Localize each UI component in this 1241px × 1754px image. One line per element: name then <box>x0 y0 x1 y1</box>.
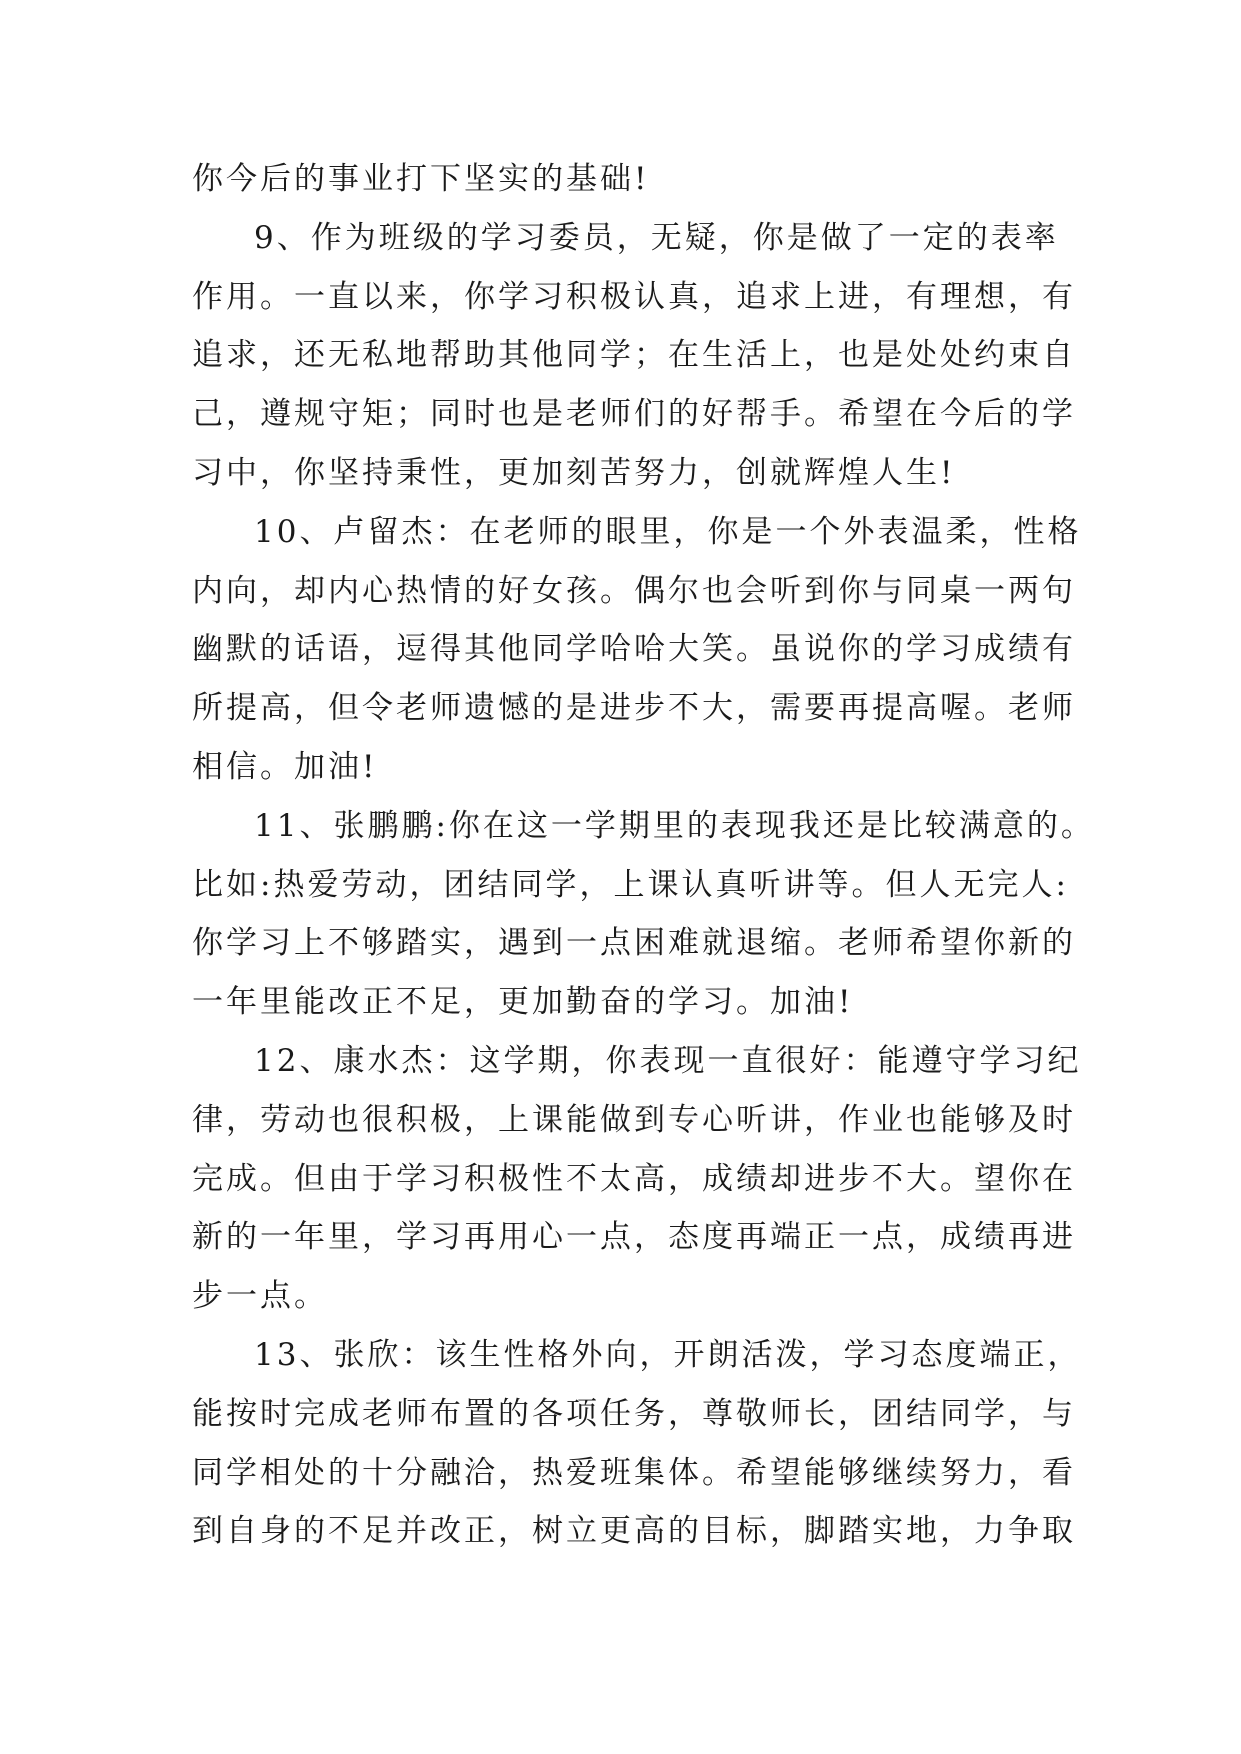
text-line: 内向，却内心热情的好女孩。偶尔也会听到你与同桌一两句 <box>192 572 1076 609</box>
text-line: 你今后的事业打下坚实的基础! <box>192 161 650 197</box>
text-line: 比如:热爱劳动，团结同学，上课认真听讲等。但人无完人: <box>192 866 1069 903</box>
text-line: 所提高，但令老师遗憾的是进步不大，需要再提高喔。老师 <box>192 690 1076 727</box>
text-line: 12、康水杰：这学期，你表现一直很好：能遵守学习纪 <box>254 1042 1082 1079</box>
text-line: 能按时完成老师布置的各项任务，尊敬师长，团结同学，与 <box>192 1395 1076 1432</box>
text-line: 己，遵规守矩；同时也是老师们的好帮手。希望在今后的学 <box>192 396 1076 433</box>
text-line: 同学相处的十分融洽，热爱班集体。希望能够继续努力，看 <box>192 1454 1076 1491</box>
text-line: 10、卢留杰：在老师的眼里，你是一个外表温柔，性格 <box>254 513 1082 550</box>
text-line: 追求，还无私地帮助其他同学；在生活上，也是处处约束自 <box>192 337 1076 374</box>
text-line: 完成。但由于学习积极性不太高，成绩却进步不大。望你在 <box>192 1160 1076 1197</box>
text-line: 作用。一直以来，你学习积极认真，追求上进，有理想，有 <box>192 278 1076 315</box>
text-line: 相信。加油! <box>192 748 378 785</box>
text-line: 新的一年里，学习再用心一点，态度再端正一点，成绩再进 <box>192 1219 1076 1256</box>
text-line: 步一点。 <box>192 1278 328 1315</box>
text-line: 11、张鹏鹏:你在这一学期里的表现我还是比较满意的。 <box>254 807 1095 844</box>
document-body <box>192 150 1095 1561</box>
text-line: 习中，你坚持秉性，更加刻苦努力，创就辉煌人生! <box>192 454 956 491</box>
text-line: 9、作为班级的学习委员，无疑，你是做了一定的表率 <box>254 219 1059 256</box>
text-line: 13、张欣：该生性格外向，开朗活泼，学习态度端正， <box>254 1336 1082 1373</box>
text-line: 到自身的不足并改正，树立更高的目标，脚踏实地，力争取 <box>192 1513 1076 1550</box>
text-line: 幽默的话语，逗得其他同学哈哈大笑。虽说你的学习成绩有 <box>192 631 1076 668</box>
text-line: 一年里能改正不足，更加勤奋的学习。加油! <box>192 984 854 1021</box>
text-line: 你学习上不够踏实，遇到一点困难就退缩。老师希望你新的 <box>192 925 1076 962</box>
text-line: 律，劳动也很积极，上课能做到专心听讲，作业也能够及时 <box>192 1101 1076 1138</box>
